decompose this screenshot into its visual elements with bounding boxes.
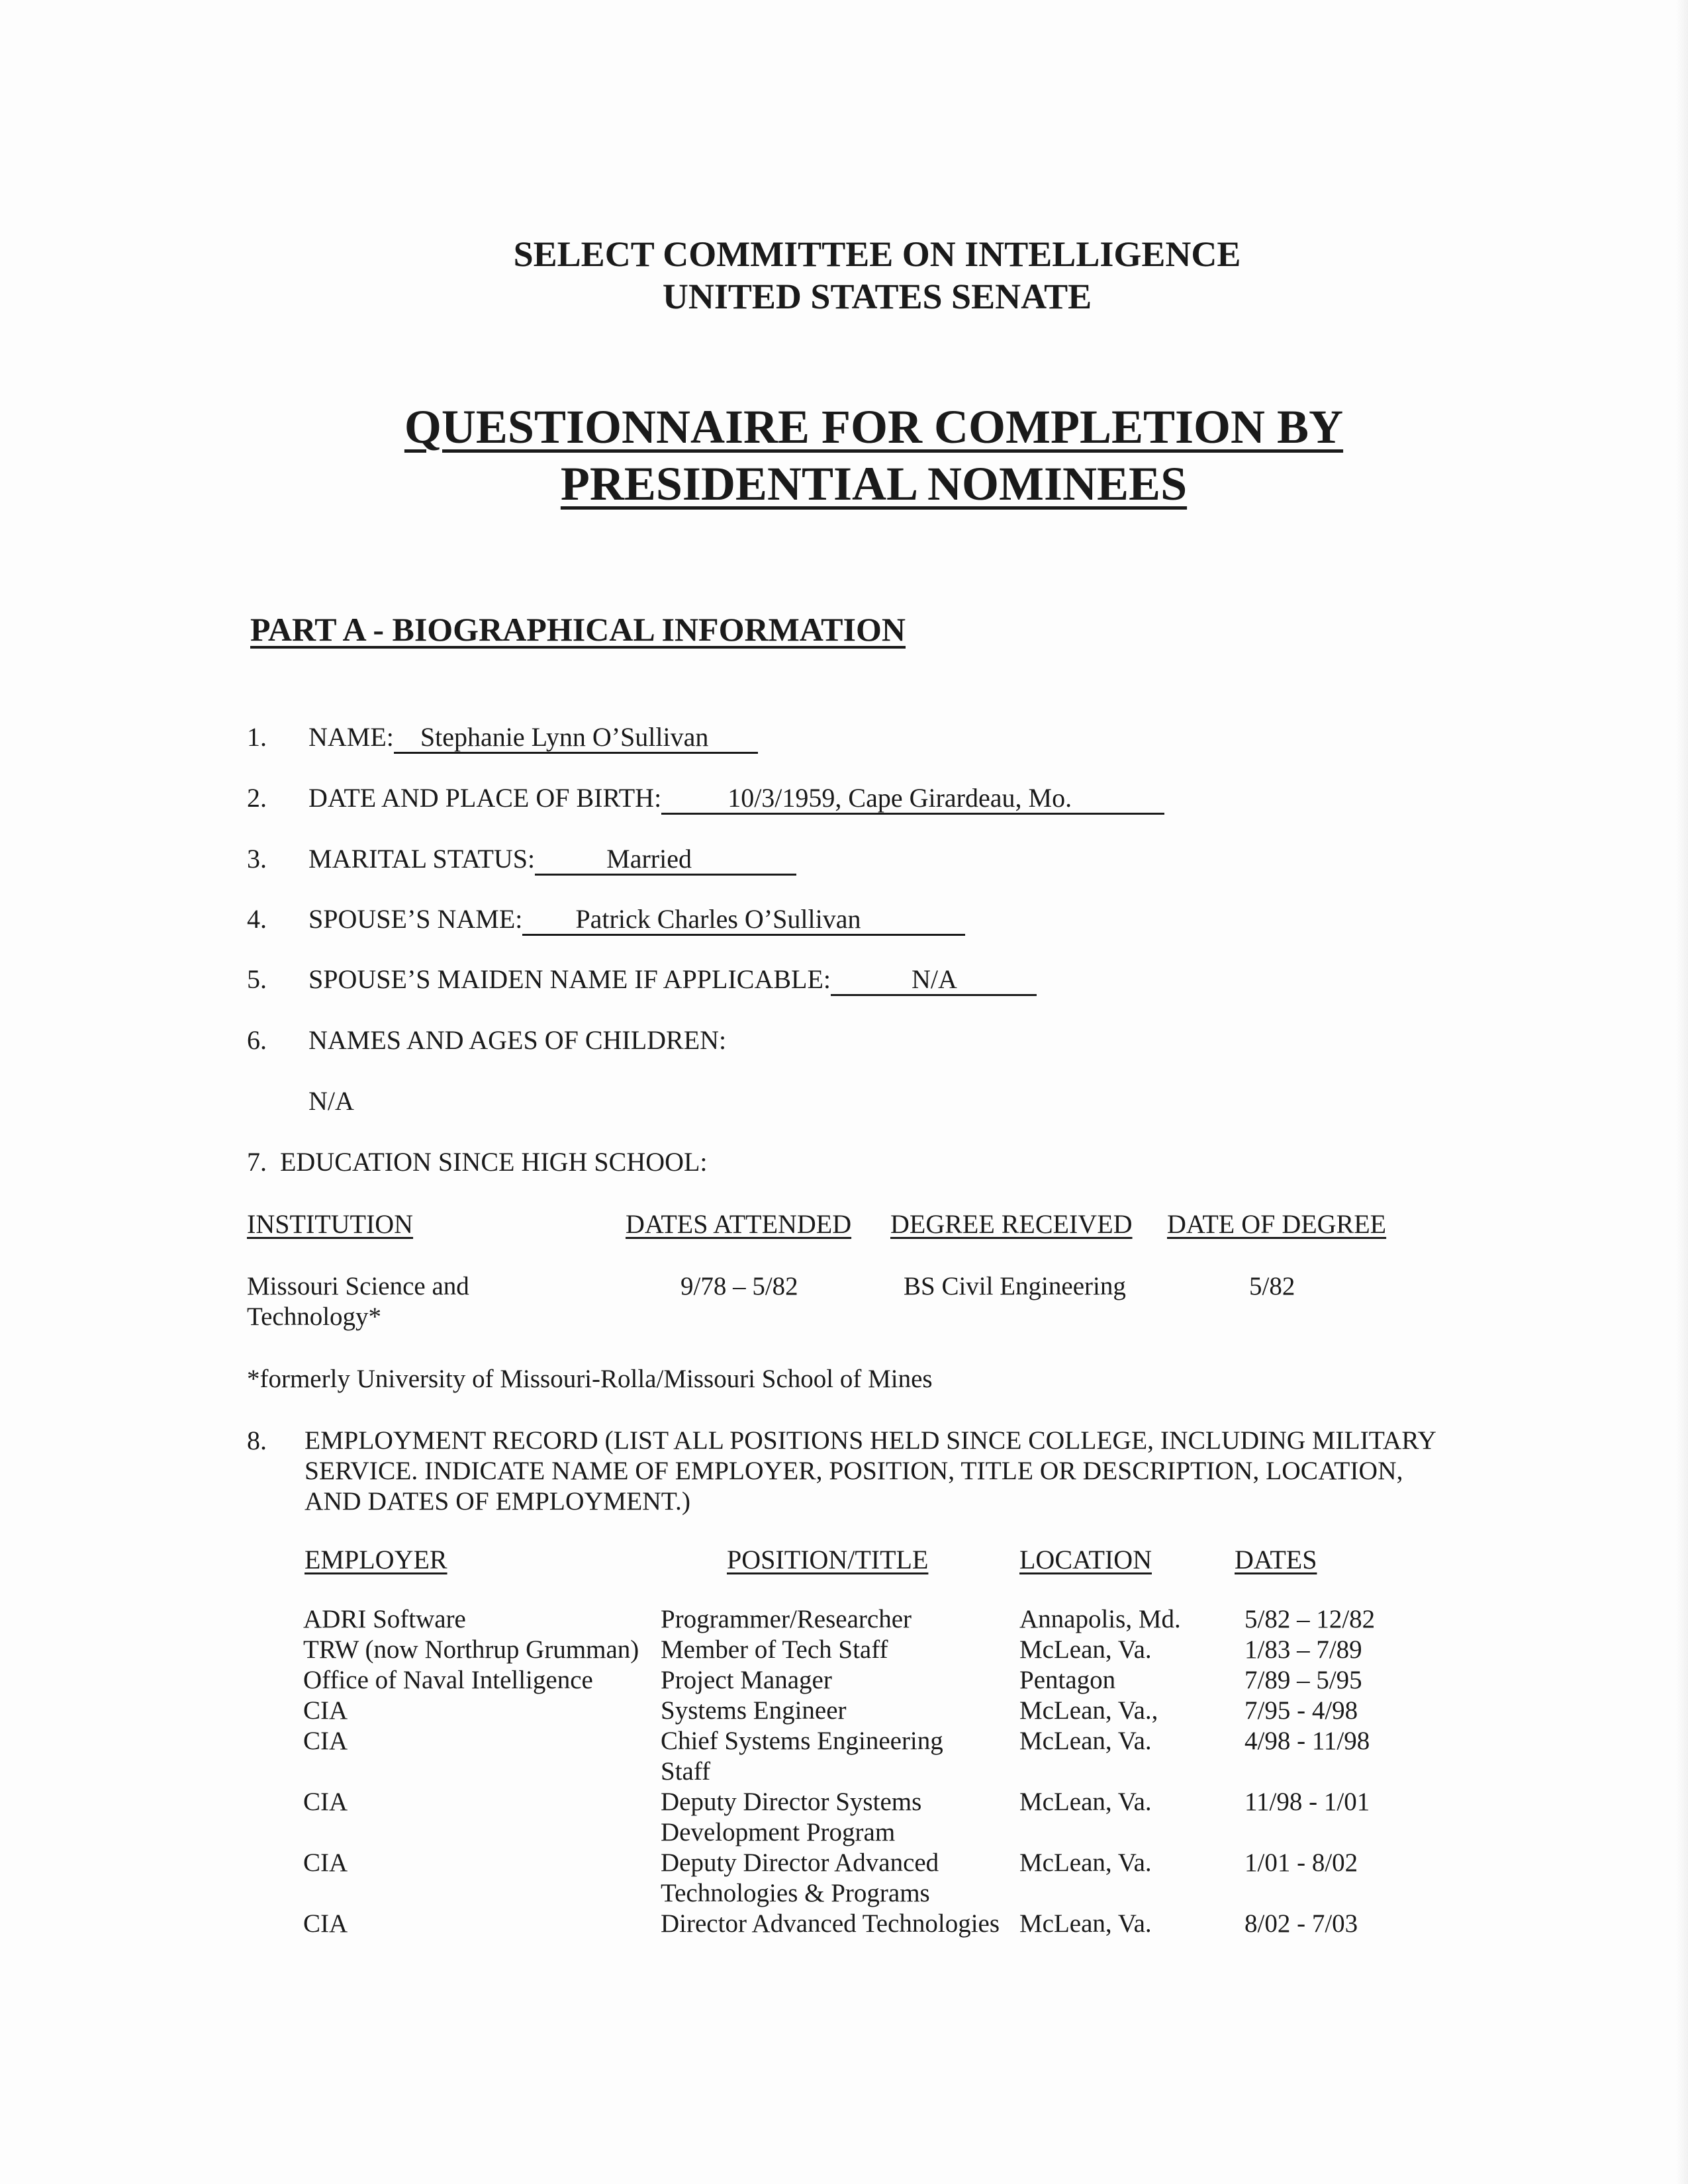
emp-row-1-employer: ADRI Software — [303, 1605, 466, 1633]
q3-row — [308, 843, 796, 876]
q5-value: N/A — [831, 965, 1037, 996]
q4-label: SPOUSE’S NAME: — [308, 904, 523, 934]
emp-row-7-location: McLean, Va. — [1019, 1848, 1152, 1877]
emp-row-2-location: McLean, Va. — [1019, 1635, 1152, 1664]
emp-row-8-position: Director Advanced Technologies — [661, 1909, 1000, 1938]
emp-header-location: LOCATION — [1019, 1545, 1152, 1574]
edu-footnote: *formerly University of Missouri-Rolla/Missouri School of Mines — [247, 1365, 933, 1393]
emp-header-dates: DATES — [1235, 1545, 1317, 1574]
q5-number: 5. — [247, 964, 267, 994]
q7-number: 7. — [247, 1147, 267, 1177]
part-a-heading: PART A - BIOGRAPHICAL INFORMATION — [250, 611, 906, 648]
emp-row-5-employer: CIA — [303, 1727, 348, 1755]
q3-value: Married — [535, 844, 796, 876]
q4-row — [308, 903, 965, 936]
q2-number: 2. — [247, 783, 267, 813]
edu-header-dates-attended: DATES ATTENDED — [626, 1209, 852, 1239]
emp-row-3-location: Pentagon — [1019, 1666, 1116, 1694]
q4-number: 4. — [247, 904, 267, 934]
emp-row-6-employer: CIA — [303, 1788, 348, 1816]
emp-row-5-dates: 4/98 - 11/98 — [1244, 1727, 1370, 1755]
emp-row-3-dates: 7/89 – 5/95 — [1244, 1666, 1362, 1694]
q1-number: 1. — [247, 722, 267, 752]
emp-row-4-employer: CIA — [303, 1696, 348, 1725]
q7-label: EDUCATION SINCE HIGH SCHOOL: — [280, 1147, 708, 1177]
edu-institution: Missouri Science and Technology* — [247, 1272, 469, 1331]
q6-value: N/A — [308, 1086, 354, 1116]
emp-row-8-dates: 8/02 - 7/03 — [1244, 1909, 1358, 1938]
emp-row-3-employer: Office of Naval Intelligence — [303, 1666, 593, 1694]
edu-dates-attended: 9/78 – 5/82 — [680, 1272, 798, 1300]
emp-row-5-position: Chief Systems Engineering Staff — [661, 1727, 943, 1786]
q8-number: 8. — [247, 1426, 267, 1455]
questionnaire-title-line2: PRESIDENTIAL NOMINEES — [560, 457, 1188, 510]
emp-row-6-location: McLean, Va. — [1019, 1788, 1152, 1816]
emp-row-4-dates: 7/95 - 4/98 — [1244, 1696, 1358, 1725]
senate-name: UNITED STATES SENATE — [662, 277, 1092, 316]
committee-name: SELECT COMMITTEE ON INTELLIGENCE — [513, 234, 1241, 274]
q2-row — [308, 782, 1164, 815]
emp-row-2-employer: TRW (now Northrup Grumman) — [303, 1635, 639, 1664]
edu-degree-received: BS Civil Engineering — [904, 1272, 1126, 1300]
edu-header-degree-received: DEGREE RECEIVED — [890, 1209, 1133, 1239]
emp-row-6-dates: 11/98 - 1/01 — [1244, 1788, 1370, 1816]
q1-label: NAME: — [308, 722, 394, 752]
q1-row — [308, 721, 758, 754]
emp-row-3-position: Project Manager — [661, 1666, 832, 1694]
emp-row-8-employer: CIA — [303, 1909, 348, 1938]
q2-value: 10/3/1959, Cape Girardeau, Mo. — [661, 784, 1164, 815]
emp-row-4-location: McLean, Va., — [1019, 1696, 1158, 1725]
emp-row-1-dates: 5/82 – 12/82 — [1244, 1605, 1376, 1633]
emp-row-2-position: Member of Tech Staff — [661, 1635, 888, 1664]
questionnaire-title-line1: QUESTIONNAIRE FOR COMPLETION BY — [404, 400, 1344, 453]
emp-row-6-position: Deputy Director Systems Development Program — [661, 1788, 922, 1846]
emp-header-position: POSITION/TITLE — [727, 1545, 929, 1574]
q6-number: 6. — [247, 1025, 267, 1055]
edu-date-of-degree: 5/82 — [1249, 1272, 1295, 1300]
q7-row — [247, 1146, 708, 1178]
q8-label: EMPLOYMENT RECORD (LIST ALL POSITIONS HELD SINCE COLLEGE, INCLUDING MILITARY SERVICE. INDICATE NAME OF EMPLOYER, POSITION, TITLE OR DESCRIPTION, LOCATION, AND DATES OF EMPLOYMENT.) — [305, 1426, 1436, 1516]
edu-header-date-of-degree: DATE OF DEGREE — [1167, 1209, 1387, 1239]
emp-row-1-position: Programmer/Researcher — [661, 1605, 912, 1633]
edu-header-institution: INSTITUTION — [247, 1209, 414, 1239]
emp-header-employer: EMPLOYER — [305, 1545, 447, 1574]
emp-row-7-position: Deputy Director Advanced Technologies & Programs — [661, 1848, 939, 1907]
q2-label: DATE AND PLACE OF BIRTH: — [308, 783, 662, 813]
q3-number: 3. — [247, 844, 267, 874]
emp-row-7-dates: 1/01 - 8/02 — [1244, 1848, 1358, 1877]
q5-label: SPOUSE’S MAIDEN NAME IF APPLICABLE: — [308, 964, 831, 994]
scan-edge-shadow — [1676, 0, 1688, 2184]
emp-row-7-employer: CIA — [303, 1848, 348, 1877]
emp-row-1-location: Annapolis, Md. — [1019, 1605, 1181, 1633]
emp-row-5-location: McLean, Va. — [1019, 1727, 1152, 1755]
q3-label: MARITAL STATUS: — [308, 844, 536, 874]
emp-row-4-position: Systems Engineer — [661, 1696, 847, 1725]
q5-row — [308, 964, 1037, 996]
q6-label: NAMES AND AGES OF CHILDREN: — [308, 1025, 727, 1055]
q4-value: Patrick Charles O’Sullivan — [522, 905, 965, 936]
q1-value: Stephanie Lynn O’Sullivan — [394, 723, 759, 754]
emp-row-8-location: McLean, Va. — [1019, 1909, 1152, 1938]
emp-row-2-dates: 1/83 – 7/89 — [1244, 1635, 1362, 1664]
